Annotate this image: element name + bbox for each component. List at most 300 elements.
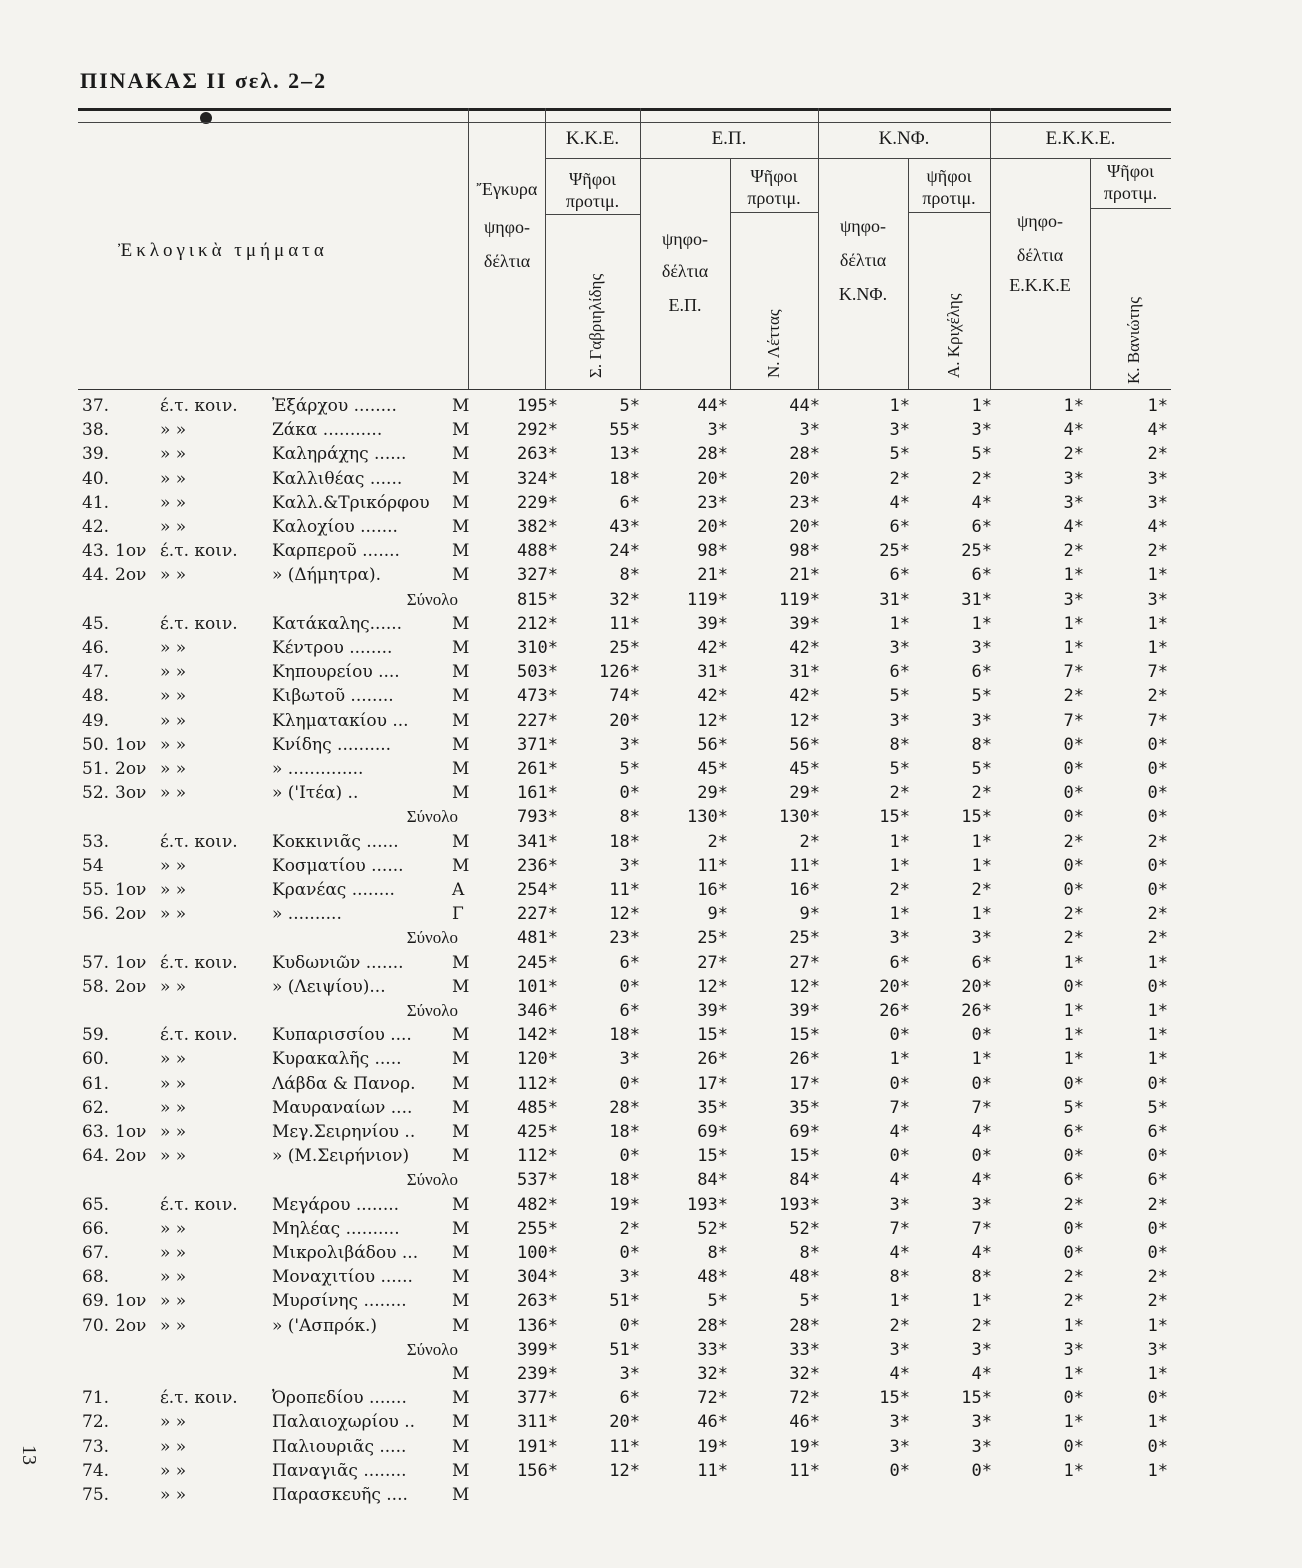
value-cell: 0* bbox=[1147, 1436, 1168, 1457]
table-row bbox=[0, 541, 1302, 567]
value-cell: 112* bbox=[517, 1073, 558, 1094]
total-row bbox=[0, 1170, 1302, 1196]
row-number: 63. bbox=[82, 1122, 110, 1142]
value-cell: 2* bbox=[799, 831, 820, 852]
value-cell: 28* bbox=[697, 444, 728, 465]
row-number: 71. bbox=[82, 1388, 110, 1409]
value-cell: 346* bbox=[517, 1001, 558, 1021]
value-cell: 6* bbox=[971, 952, 992, 973]
value-cell: 26* bbox=[789, 1049, 820, 1070]
value-cell: 8* bbox=[799, 1243, 820, 1263]
value-cell: 120* bbox=[517, 1049, 558, 1070]
page-number: 13 bbox=[18, 1445, 40, 1465]
value-cell: 2* bbox=[1147, 1267, 1168, 1288]
table-row bbox=[0, 1412, 1302, 1438]
value-cell: 1* bbox=[971, 396, 992, 416]
value-cell: 3* bbox=[971, 1412, 992, 1433]
value-cell: 16* bbox=[789, 880, 820, 900]
section-name: Μικρολιβάδου ... bbox=[272, 1243, 419, 1263]
value-cell: 6* bbox=[1147, 1122, 1168, 1142]
value-cell: 1* bbox=[889, 396, 910, 416]
table-row bbox=[0, 953, 1302, 979]
value-cell: 3* bbox=[971, 710, 992, 731]
row-number: 58. bbox=[82, 976, 110, 997]
value-cell: 8* bbox=[971, 734, 992, 755]
value-cell: 98* bbox=[697, 541, 728, 562]
row-type: » » bbox=[160, 1146, 187, 1167]
section-name: » (Δήμητρα). bbox=[272, 565, 382, 586]
value-cell: 4* bbox=[971, 492, 992, 513]
value-cell: 382* bbox=[517, 517, 558, 537]
total-label: Σύνολο bbox=[406, 807, 458, 827]
value-cell: 2* bbox=[1063, 1267, 1084, 1288]
value-cell: 1* bbox=[1147, 1460, 1168, 1481]
row-ordinal: 1ον bbox=[115, 1291, 147, 1312]
value-cell: 1* bbox=[1063, 1001, 1084, 1021]
value-cell: 5* bbox=[971, 444, 992, 465]
row-suffix: Μ bbox=[452, 613, 470, 634]
value-cell: 21* bbox=[789, 565, 820, 586]
value-cell: 263* bbox=[517, 444, 558, 465]
row-ordinal: 2ον bbox=[115, 759, 147, 779]
value-cell: 20* bbox=[697, 517, 728, 537]
value-cell: 1* bbox=[971, 831, 992, 852]
value-cell: 39* bbox=[697, 1001, 728, 1021]
value-cell: 28* bbox=[609, 1097, 640, 1118]
row-suffix: Μ bbox=[452, 1485, 470, 1505]
table-row bbox=[0, 711, 1302, 737]
row-type: » » bbox=[160, 783, 187, 804]
value-cell: 35* bbox=[697, 1097, 728, 1118]
value-cell: 18* bbox=[609, 468, 640, 489]
section-name: Κοκκινιᾶς ...... bbox=[272, 831, 399, 852]
value-cell: 8* bbox=[889, 1267, 910, 1288]
value-cell: 0* bbox=[889, 1073, 910, 1094]
value-cell: 5* bbox=[619, 759, 640, 779]
row-suffix: Μ bbox=[452, 1388, 470, 1409]
value-cell: 161* bbox=[517, 783, 558, 804]
value-cell: 31* bbox=[789, 662, 820, 683]
value-cell: 793* bbox=[517, 807, 558, 828]
section-name: » ('Ιτέα) .. bbox=[272, 783, 359, 804]
section-name: Ζάκα ........... bbox=[272, 420, 383, 441]
value-cell: 0* bbox=[1063, 976, 1084, 997]
value-cell: 6* bbox=[971, 662, 992, 683]
value-cell: 6* bbox=[889, 517, 910, 537]
value-cell: 1* bbox=[889, 904, 910, 925]
value-cell: 3* bbox=[889, 1412, 910, 1433]
value-cell: 488* bbox=[517, 541, 558, 562]
value-cell: 0* bbox=[1147, 1243, 1168, 1263]
value-cell: 212* bbox=[517, 613, 558, 634]
row-suffix: Μ bbox=[452, 662, 470, 683]
value-cell: 42* bbox=[697, 638, 728, 658]
value-cell: 0* bbox=[1063, 855, 1084, 876]
value-cell: 26* bbox=[879, 1001, 910, 1021]
value-cell: 15* bbox=[697, 1025, 728, 1046]
value-cell: 4* bbox=[889, 1122, 910, 1142]
value-cell: 1* bbox=[1147, 952, 1168, 973]
value-cell: 15* bbox=[879, 1388, 910, 1409]
row-type: » » bbox=[160, 1267, 187, 1288]
value-cell: 11* bbox=[789, 1460, 820, 1481]
table-row bbox=[0, 614, 1302, 640]
section-name: Κατάκαλης...... bbox=[272, 613, 403, 634]
row-number: 45. bbox=[82, 613, 110, 634]
header-top-rule bbox=[78, 122, 1171, 123]
value-cell: 45* bbox=[697, 759, 728, 779]
value-cell: 191* bbox=[517, 1436, 558, 1457]
value-cell: 327* bbox=[517, 565, 558, 586]
value-cell: 1* bbox=[1063, 1049, 1084, 1070]
value-cell: 0* bbox=[619, 1315, 640, 1336]
value-cell: 51* bbox=[609, 1339, 640, 1360]
value-cell: 4* bbox=[889, 1170, 910, 1191]
value-cell: 130* bbox=[687, 807, 728, 828]
value-cell: 0* bbox=[1147, 759, 1168, 779]
value-cell: 2* bbox=[889, 468, 910, 489]
value-cell: 130* bbox=[779, 807, 820, 828]
row-suffix: Μ bbox=[452, 686, 470, 707]
value-cell: 11* bbox=[789, 855, 820, 876]
section-name: » (Μ.Σειρήνιον) bbox=[272, 1146, 410, 1167]
value-cell: 4* bbox=[1063, 420, 1084, 441]
row-number: 62. bbox=[82, 1097, 110, 1118]
row-number: 60. bbox=[82, 1049, 110, 1070]
value-cell: 4* bbox=[1063, 517, 1084, 537]
value-cell: 193* bbox=[687, 1194, 728, 1215]
pref-underline bbox=[1090, 208, 1171, 209]
row-type: » » bbox=[160, 1122, 187, 1142]
value-cell: 311* bbox=[517, 1412, 558, 1433]
value-cell: 1* bbox=[1147, 1001, 1168, 1021]
row-suffix: Μ bbox=[452, 1122, 470, 1142]
row-suffix: Μ bbox=[452, 710, 470, 731]
ep-ballots-header: ψηφο- δέλτια Ε.Π. bbox=[661, 229, 709, 315]
value-cell: 227* bbox=[517, 904, 558, 925]
row-number: 75. bbox=[82, 1485, 110, 1505]
section-name: Ὀροπεδίου ....... bbox=[272, 1388, 407, 1409]
value-cell: 0* bbox=[1063, 734, 1084, 755]
section-name: Καλλιθέας ...... bbox=[272, 468, 403, 489]
value-cell: 8* bbox=[889, 734, 910, 755]
value-cell: 2* bbox=[971, 468, 992, 489]
row-type: » » bbox=[160, 468, 187, 489]
row-ordinal: 2ον bbox=[115, 976, 147, 997]
value-cell: 0* bbox=[1147, 1388, 1168, 1409]
row-type: έ.τ. κοιν. bbox=[160, 831, 238, 852]
table-row bbox=[0, 1364, 1302, 1390]
row-number: 57. bbox=[82, 952, 110, 973]
value-cell: 69* bbox=[697, 1122, 728, 1142]
value-cell: 1* bbox=[1063, 565, 1084, 586]
section-name: Κοσματίου ...... bbox=[272, 855, 404, 876]
value-cell: 12* bbox=[609, 904, 640, 925]
value-cell: 100* bbox=[517, 1243, 558, 1263]
row-number: 39. bbox=[82, 444, 110, 465]
row-type: » » bbox=[160, 565, 187, 586]
row-type: » » bbox=[160, 1073, 187, 1094]
value-cell: 2* bbox=[1147, 904, 1168, 925]
value-cell: 310* bbox=[517, 638, 558, 658]
value-cell: 1* bbox=[1063, 1364, 1084, 1384]
value-cell: 52* bbox=[697, 1218, 728, 1239]
value-cell: 3* bbox=[619, 1267, 640, 1288]
value-cell: 101* bbox=[517, 976, 558, 997]
value-cell: 227* bbox=[517, 710, 558, 731]
row-number: 61. bbox=[82, 1073, 110, 1094]
table-row bbox=[0, 517, 1302, 543]
row-number: 64. bbox=[82, 1146, 110, 1167]
value-cell: 2* bbox=[1063, 904, 1084, 925]
value-cell: 1* bbox=[1147, 565, 1168, 586]
value-cell: 5* bbox=[889, 686, 910, 707]
value-cell: 2* bbox=[619, 1218, 640, 1239]
knf-ballots-header: ψηφο- δέλτια Κ.ΝΦ. bbox=[838, 216, 888, 304]
value-cell: 1* bbox=[971, 904, 992, 925]
value-cell: 0* bbox=[1147, 880, 1168, 900]
value-cell: 1* bbox=[1147, 1315, 1168, 1336]
table-row bbox=[0, 686, 1302, 712]
row-suffix: Γ bbox=[452, 904, 464, 925]
value-cell: 0* bbox=[619, 783, 640, 804]
top-rule bbox=[78, 108, 1171, 111]
value-cell: 2* bbox=[1063, 831, 1084, 852]
value-cell: 537* bbox=[517, 1170, 558, 1191]
value-cell: 3* bbox=[971, 1339, 992, 1360]
ekke-group-header: Ε.Κ.Κ.Ε. bbox=[1045, 128, 1116, 149]
table-row bbox=[0, 1146, 1302, 1172]
value-cell: 7* bbox=[971, 1097, 992, 1118]
value-cell: 52* bbox=[789, 1218, 820, 1239]
section-name: Ἐξάρχου ........ bbox=[272, 396, 397, 416]
section-name: Παναγιᾶς ........ bbox=[272, 1460, 407, 1481]
section-name: Κηπουρείου .... bbox=[272, 662, 400, 683]
value-cell: 0* bbox=[1147, 855, 1168, 876]
value-cell: 324* bbox=[517, 468, 558, 489]
value-cell: 0* bbox=[1147, 734, 1168, 755]
value-cell: 4* bbox=[889, 1364, 910, 1384]
value-cell: 27* bbox=[697, 952, 728, 973]
row-suffix: Α bbox=[452, 880, 465, 900]
value-cell: 3* bbox=[1063, 1339, 1084, 1360]
value-cell: 0* bbox=[1063, 759, 1084, 779]
table-row bbox=[0, 469, 1302, 495]
value-cell: 2* bbox=[889, 880, 910, 900]
value-cell: 4* bbox=[889, 1243, 910, 1263]
value-cell: 5* bbox=[799, 1291, 820, 1312]
value-cell: 33* bbox=[789, 1339, 820, 1360]
value-cell: 39* bbox=[789, 613, 820, 634]
value-cell: 5* bbox=[1063, 1097, 1084, 1118]
row-type: » » bbox=[160, 1218, 187, 1239]
section-name: Καληράχης ...... bbox=[272, 444, 407, 465]
row-suffix: Μ bbox=[452, 759, 470, 779]
value-cell: 229* bbox=[517, 492, 558, 513]
table-row bbox=[0, 1025, 1302, 1051]
value-cell: 20* bbox=[789, 517, 820, 537]
value-cell: 1* bbox=[1063, 396, 1084, 416]
row-suffix: Μ bbox=[452, 1291, 470, 1312]
section-name: Κληματακίου ... bbox=[272, 710, 409, 731]
row-number: 73. bbox=[82, 1436, 110, 1457]
value-cell: 4* bbox=[971, 1243, 992, 1263]
value-cell: 2* bbox=[1063, 444, 1084, 465]
row-number: 54 bbox=[82, 855, 104, 876]
value-cell: 112* bbox=[517, 1146, 558, 1167]
table-row bbox=[0, 662, 1302, 688]
value-cell: 0* bbox=[971, 1146, 992, 1167]
value-cell: 1* bbox=[1147, 613, 1168, 634]
value-cell: 4* bbox=[971, 1364, 992, 1384]
value-cell: 2* bbox=[1147, 1194, 1168, 1215]
value-cell: 42* bbox=[789, 638, 820, 658]
value-cell: 3* bbox=[619, 855, 640, 876]
value-cell: 98* bbox=[789, 541, 820, 562]
row-suffix: Μ bbox=[452, 1364, 470, 1384]
value-cell: 27* bbox=[789, 952, 820, 973]
table-row bbox=[0, 420, 1302, 446]
table-row bbox=[0, 1098, 1302, 1124]
row-suffix: Μ bbox=[452, 952, 470, 973]
total-row bbox=[0, 590, 1302, 616]
row-type: έ.τ. κοιν. bbox=[160, 1025, 238, 1046]
table-row bbox=[0, 1388, 1302, 1414]
table-row bbox=[0, 638, 1302, 664]
row-number: 44. bbox=[82, 565, 110, 586]
value-cell: 6* bbox=[619, 1388, 640, 1409]
value-cell: 304* bbox=[517, 1267, 558, 1288]
value-cell: 239* bbox=[517, 1364, 558, 1384]
ep-group-header: Ε.Π. bbox=[711, 128, 747, 149]
value-cell: 29* bbox=[789, 783, 820, 804]
value-cell: 3* bbox=[1147, 589, 1168, 610]
value-cell: 21* bbox=[697, 565, 728, 586]
section-name: » .............. bbox=[272, 759, 364, 779]
value-cell: 19* bbox=[697, 1436, 728, 1457]
value-cell: 503* bbox=[517, 662, 558, 683]
row-type: » » bbox=[160, 855, 187, 876]
value-cell: 0* bbox=[619, 1073, 640, 1094]
value-cell: 1* bbox=[1063, 1315, 1084, 1336]
value-cell: 7* bbox=[889, 1218, 910, 1239]
value-cell: 19* bbox=[609, 1194, 640, 1215]
value-cell: 33* bbox=[697, 1339, 728, 1360]
row-number: 41. bbox=[82, 492, 110, 513]
table-row bbox=[0, 1049, 1302, 1075]
row-type: » » bbox=[160, 517, 187, 537]
value-cell: 15* bbox=[789, 1146, 820, 1167]
row-ordinal: 2ον bbox=[115, 1146, 147, 1167]
sections-header: Ἐκλογικὰ τμήματα bbox=[118, 240, 328, 261]
value-cell: 4* bbox=[971, 1122, 992, 1142]
row-type: έ.τ. κοιν. bbox=[160, 613, 238, 634]
row-type: » » bbox=[160, 638, 187, 658]
value-cell: 6* bbox=[619, 952, 640, 973]
candidate-knf: Α. Κριχέλης bbox=[944, 293, 963, 378]
value-cell: 195* bbox=[517, 396, 558, 416]
value-cell: 0* bbox=[1063, 1388, 1084, 1409]
value-cell: 18* bbox=[609, 1170, 640, 1191]
row-suffix: Μ bbox=[452, 734, 470, 755]
value-cell: 3* bbox=[889, 710, 910, 731]
value-cell: 6* bbox=[889, 952, 910, 973]
row-ordinal: 2ον bbox=[115, 565, 147, 586]
row-ordinal: 1ον bbox=[115, 952, 147, 973]
section-name: Κυδωνιῶν ....... bbox=[272, 952, 404, 973]
row-number: 74. bbox=[82, 1460, 110, 1481]
row-suffix: Μ bbox=[452, 1194, 470, 1215]
row-number: 65. bbox=[82, 1194, 110, 1215]
value-cell: 3* bbox=[971, 638, 992, 658]
value-cell: 29* bbox=[697, 783, 728, 804]
valid-ballots-header: Ἔγκυρα ψηφο- δέλτια bbox=[476, 179, 538, 271]
row-suffix: Μ bbox=[452, 1097, 470, 1118]
value-cell: 15* bbox=[961, 1388, 992, 1409]
row-ordinal: 3ον bbox=[115, 783, 147, 804]
value-cell: 11* bbox=[609, 1436, 640, 1457]
value-cell: 12* bbox=[789, 976, 820, 997]
section-name: Κυρακαλῆς ..... bbox=[272, 1049, 402, 1070]
value-cell: 1* bbox=[1063, 1460, 1084, 1481]
section-name: Παρασκευῆς .... bbox=[272, 1485, 408, 1505]
value-cell: 2* bbox=[1147, 541, 1168, 562]
row-number: 52. bbox=[82, 783, 110, 804]
value-cell: 45* bbox=[789, 759, 820, 779]
value-cell: 3* bbox=[1147, 1339, 1168, 1360]
value-cell: 0* bbox=[1063, 783, 1084, 804]
value-cell: 20* bbox=[697, 468, 728, 489]
value-cell: 1* bbox=[889, 1291, 910, 1312]
value-cell: 482* bbox=[517, 1194, 558, 1215]
value-cell: 74* bbox=[609, 686, 640, 707]
value-cell: 0* bbox=[1147, 807, 1168, 828]
value-cell: 31* bbox=[697, 662, 728, 683]
value-cell: 6* bbox=[971, 565, 992, 586]
ekke-ballots-header: ψηφο- δέλτια Ε.Κ.Κ.Ε bbox=[1009, 211, 1071, 295]
table-row bbox=[0, 396, 1302, 422]
value-cell: 6* bbox=[1147, 1170, 1168, 1191]
value-cell: 3* bbox=[619, 1049, 640, 1070]
row-suffix: Μ bbox=[452, 1073, 470, 1094]
value-cell: 263* bbox=[517, 1291, 558, 1312]
row-number: 43. bbox=[82, 541, 110, 562]
value-cell: 261* bbox=[517, 759, 558, 779]
row-type: » » bbox=[160, 710, 187, 731]
value-cell: 136* bbox=[517, 1315, 558, 1336]
total-label: Σύνολο bbox=[406, 1001, 458, 1020]
value-cell: 46* bbox=[789, 1412, 820, 1433]
value-cell: 3* bbox=[1147, 492, 1168, 513]
section-name: Κρανέας ........ bbox=[272, 880, 395, 900]
kke-group-header: Κ.Κ.Ε. bbox=[565, 128, 620, 149]
value-cell: 17* bbox=[789, 1073, 820, 1094]
value-cell: 15* bbox=[697, 1146, 728, 1167]
row-suffix: Μ bbox=[452, 1025, 470, 1046]
value-cell: 815* bbox=[517, 589, 558, 610]
value-cell: 39* bbox=[789, 1001, 820, 1021]
value-cell: 6* bbox=[1063, 1122, 1084, 1142]
candidate-kke: Σ. Γαβριηλίδης bbox=[586, 273, 605, 378]
total-row bbox=[0, 1340, 1302, 1366]
value-cell: 1* bbox=[889, 1049, 910, 1070]
row-number: 48. bbox=[82, 686, 110, 707]
total-row bbox=[0, 1001, 1302, 1027]
row-suffix: Μ bbox=[452, 976, 470, 997]
value-cell: 28* bbox=[697, 1315, 728, 1336]
section-name: Κυπαρισσίου .... bbox=[272, 1025, 412, 1046]
row-type: » » bbox=[160, 492, 187, 513]
